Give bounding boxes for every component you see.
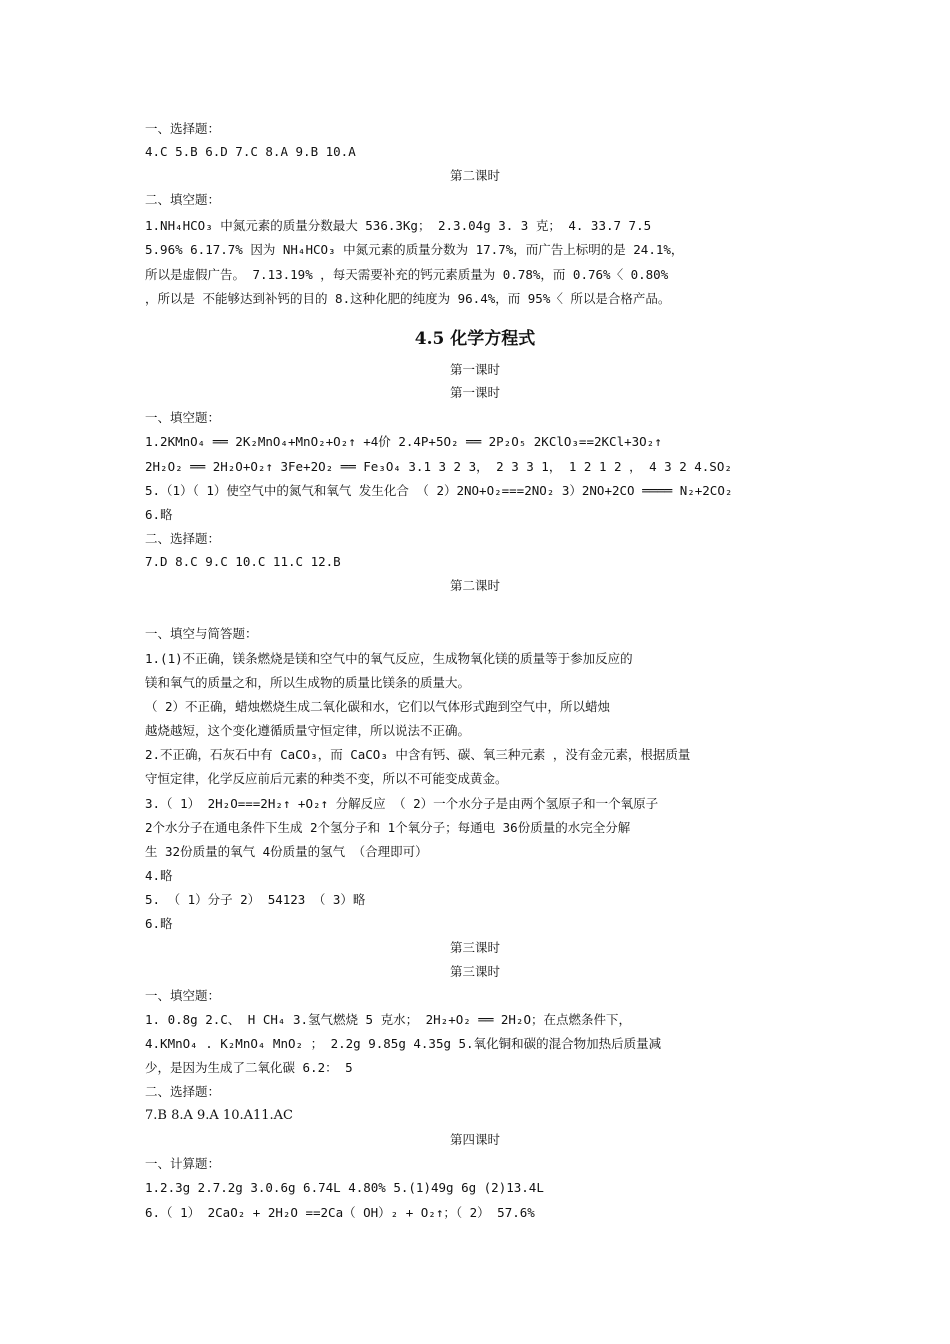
- text-line: 一、填空题：: [145, 410, 221, 425]
- text-line: ，所以是 不能够达到补钙的目的 8.这种化肥的纯度为 96.4%，而 95%〈 所以是合格产品。: [145, 291, 671, 306]
- text-line: 二、选择题：: [145, 531, 221, 546]
- text-line: 6.略: [145, 507, 173, 522]
- text-line: 1.(1)不正确，镁条燃烧是镁和空气中的氧气反应，生成物氧化镁的质量等于参加反应的: [145, 651, 633, 666]
- text-line: 5.96% 6.17.7% 因为 NH₄HCO₃ 中氮元素的质量分数为 17.7%，而广告上标明的是 24.1%，: [145, 242, 684, 257]
- text-line: 6.（ 1） 2CaO₂ + 2H₂O ==2Ca（ OH）₂ + O₂↑；（ 2） 57.6%: [145, 1205, 535, 1220]
- text-line: 一、计算题：: [145, 1156, 221, 1171]
- text-line: 1.NH₄HCO₃ 中氮元素的质量分数最大 536.3Kg； 2.3.04g 3. 3 克； 4. 33.7 7.5: [145, 218, 652, 233]
- text-line: 二、填空题：: [145, 192, 221, 207]
- text-line: 第三课时: [449, 964, 500, 979]
- text-line: 1. 0.8g 2.C、 H CH₄ 3.氢气燃烧 5 克水； 2H₂+O₂ ══ 2H₂O；在点燃条件下，: [145, 1012, 631, 1027]
- text-line: 镁和氧气的质量之和，所以生成物的质量比镁条的质量大。: [145, 675, 471, 690]
- text-line: 7.D 8.C 9.C 10.C 11.C 12.B: [145, 554, 341, 569]
- text-line: 第四课时: [449, 1132, 500, 1147]
- text-line: 5. （ 1）分子 2） 54123 （ 3）略: [145, 892, 366, 907]
- text-line: 第一课时: [449, 385, 500, 400]
- text-line: 守恒定律，化学反应前后元素的种类不变，所以不可能变成黄金。: [145, 771, 508, 786]
- text-line: 所以是虚假广告。 7.13.19% ，每天需要补充的钙元素质量为 0.78%，而 0.76%〈 0.80%: [145, 267, 669, 282]
- text-line: 第二课时: [449, 578, 500, 593]
- text-line: 二、选择题：: [145, 1084, 221, 1099]
- text-line: 2H₂O₂ ══ 2H₂O+O₂↑ 3Fe+2O₂ ══ Fe₃O₄ 3.1 3 2 3， 2 3 3 1， 1 2 1 2 ， 4 3 2 4.SO₂: [145, 459, 732, 474]
- text-line: 2个水分子在通电条件下生成 2个氢分子和 1个氧分子；每通电 36份质量的水完全分解: [145, 820, 631, 835]
- section-title: 4.5 化学方程式: [414, 329, 536, 349]
- text-line: 5.（1）（ 1）使空气中的氮气和氧气 发生化合 （ 2）2NO+O₂===2NO₂ 3）2NO+2CO ════ N₂+2CO₂: [145, 483, 733, 498]
- text-line: 一、填空与简答题：: [145, 626, 258, 641]
- text-line: 6.略: [145, 916, 173, 931]
- text-line: 4.C 5.B 6.D 7.C 8.A 9.B 10.A: [145, 144, 356, 159]
- text-line: 少，是因为生成了二氧化碳 6.2： 5: [145, 1060, 353, 1075]
- text-line: 4.略: [145, 868, 173, 883]
- text-line: 4.KMnO₄ . K₂MnO₄ MnO₂ ； 2.2g 9.85g 4.35g 5.氧化铜和碳的混合物加热后质量减: [145, 1036, 662, 1051]
- text-line: 越烧越短，这个变化遵循质量守恒定律，所以说法不正确。: [145, 723, 471, 738]
- text-line: 一、填空题：: [145, 988, 221, 1003]
- text-line: 2.不正确，石灰石中有 CaCO₃，而 CaCO₃ 中含有钙、碳、氧三种元素 ，没有金元素，根据质量: [145, 747, 691, 762]
- text-line: 3.（ 1） 2H₂O===2H₂↑ +O₂↑ 分解反应 （ 2）一个水分子是由两个氢原子和一个氧原子: [145, 796, 659, 811]
- text-line: 1.2KMnO₄ ══ 2K₂MnO₄+MnO₂+O₂↑ +4价 2.4P+5O₂ ══ 2P₂O₅ 2KClO₃==2KCl+3O₂↑: [145, 434, 662, 449]
- text-line: 第一课时: [449, 362, 500, 377]
- text-line: 1.2.3g 2.7.2g 3.0.6g 6.74L 4.80% 5.(1)49g 6g (2)13.4L: [145, 1180, 544, 1195]
- text-line: 7.B 8.A 9.A 10.A11.AC: [145, 1108, 294, 1123]
- text-line: 第三课时: [449, 940, 500, 955]
- text-line: 第二课时: [449, 168, 500, 183]
- text-line: 生 32份质量的氧气 4份质量的氢气 （合理即可）: [145, 844, 428, 859]
- text-line: 一、选择题：: [145, 121, 221, 136]
- text-line: （ 2）不正确，蜡烛燃烧生成二氧化碳和水，它们以气体形式跑到空气中，所以蜡烛: [145, 699, 611, 714]
